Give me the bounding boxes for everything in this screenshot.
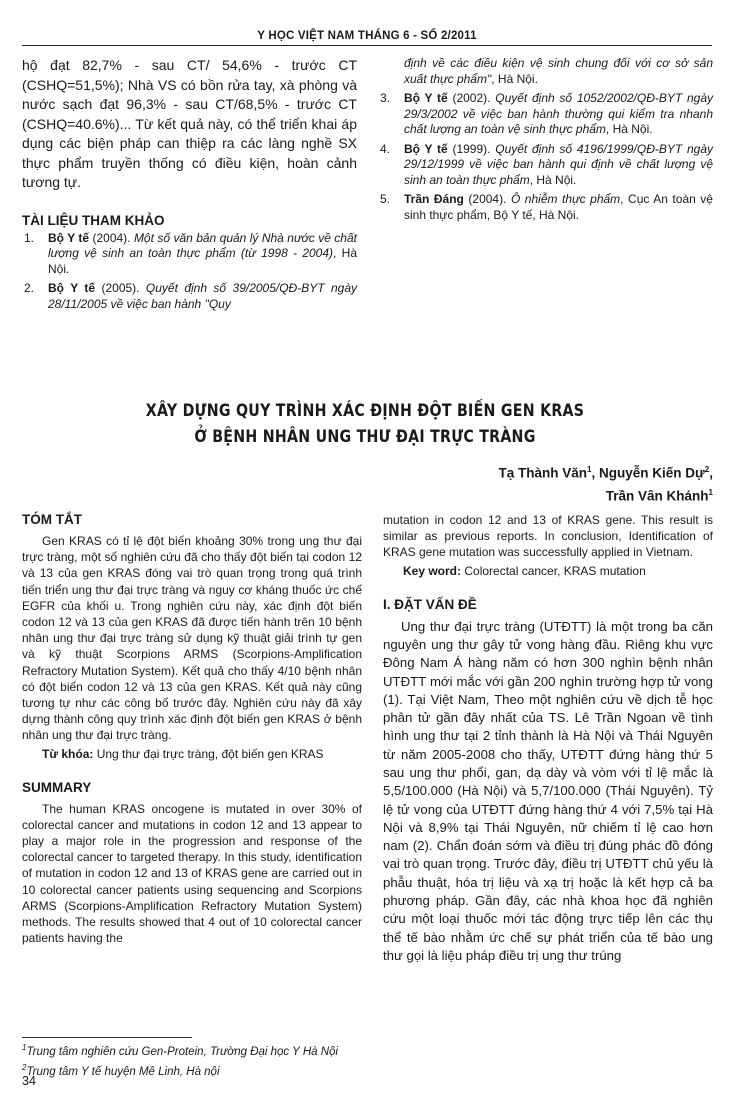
reference-item [22, 231, 357, 278]
reference-number: 2. [24, 281, 35, 295]
intro-heading: I. ĐẶT VẤN ĐỀ [383, 596, 477, 612]
reference-number: 4. [380, 141, 391, 156]
reference-title: Ô nhiễm thực phẩm [510, 192, 621, 206]
reference-item-continued [378, 56, 713, 87]
reference-author: Bộ Y tế [404, 141, 448, 156]
tomtat-text: Gen KRAS có tỉ lệ đột biến khoảng 30% trong ung thư đại trực tràng, một số nghiên cứu đã cho thấy đột biến tại codon 12 và 13 của gen KRAS đóng vai trò quan trọng trong quá trình tiến triển ung thư đại trực tràng và nguy cơ kháng thuốc ức chế EGFR của khối u. Trong nghiên cứu này, xác định đột biến codon 12 và 13 của gen KRAS đã được tiến hành trên 10 bệnh nhân ung thư đại trực tràng sử dụng kỹ thuật giải trình tự gen và kỹ thuật Scorpions ARMS (Scorpions-Amplification Refractory Mutation System). Kết quả cho thấy 4/10 bệnh nhân có đột biến codon 12 và 13 của gen KRAS. Kết quả này cũng tương tự như các công bố trước đây. Nghiên cứu này đã xây dựng thành công quy trình xác định đột biến gen KRAS ở bệnh nhân ung thư đại trực tràng. [22, 534, 362, 743]
reference-author: Bộ Y tế [48, 230, 90, 245]
author-3-affiliation: 1 [708, 487, 713, 497]
references-list-left [22, 231, 357, 313]
reference-publisher: , Hà Nội. [605, 122, 653, 136]
reference-author: Bộ Y tế [404, 91, 448, 105]
author-2-affiliation: 2 [704, 465, 710, 474]
reference-title: Quyết định số 1052/2002/QĐ-BYT ngày 29/3/2002 về việc ban hành thường qui kiểm tra nhanh chất lượng an toàn vệ sinh thực phẩm [404, 91, 713, 136]
page-number: 34 [22, 1074, 36, 1088]
article-right-column [383, 512, 713, 965]
article-title [86, 398, 645, 450]
reference-number: 5. [380, 192, 391, 206]
reference-title: Quyết định số 39/2005/QĐ-BYT ngày 28/11/2005 về việc ban hành "Quy [48, 281, 357, 311]
prev-article-right-column [378, 56, 713, 227]
reference-publisher: , Hà Nội. [529, 172, 577, 187]
author-1-affiliation: 1 [587, 465, 592, 474]
author-separator: , [709, 465, 713, 481]
footnotes [22, 1040, 522, 1080]
footnote-1-marker: 1 [22, 1043, 27, 1052]
article-left-column [22, 512, 362, 946]
intro-text: Ung thư đại trực tràng (UTĐTT) là một trong ba căn nguyên ung thư gây tử vong hàng đầu. Riêng khu vực Đông Nam Á hàng năm có hơn 300 nghìn bệnh nhân UTĐTT mới mắc với gần 200 nghìn trường hợp tử vong (1). Tại Việt Nam, Theo một nghiên cứu về dịch tễ học phân tử gần đây nhất của TS. Lê Trần Ngoan về tình hình ung thư tại 2 tỉnh thành là Hà Nội và Thái Nguyên từ năm 2005-2008 cho thấy, UTĐTT đứng hàng thứ 5 sau ung thư phổi, gan, dạ dày và vòm với tỉ lệ mắc là 5,5/100.000 (Hà Nội) và 5,7/100.000 (Thái Nguyên). Tỷ lệ tử vong của UTĐTT đứng hàng thứ 4 với 7,5% tại Hà Nội và 8,9% tại Thái Nguyên, nữ chiếm tỉ lệ cao hơn nam (2). Chẩn đoán sớm và điều trị đúng phác đồ đóng vai trò quan trọng. Trước đây, điều trị UTĐTT chủ yếu là phẫu thuật, hóa trị liệu và xạ trị hoặc là kết hợp cả ba phương pháp. Gần đây, các nhà khoa học đã nghiên cứu một loại thuốc mới tác động trực tiếp lên các thụ thể tế bào nhằm ức chế sự phát triển của tế bào ung thư gọi là liệu pháp điều trị ung thư trúng [383, 618, 713, 963]
author-1: Tạ Thành Văn [498, 465, 588, 481]
reference-publisher: , Hà Nội. [48, 246, 357, 276]
reference-item [378, 192, 713, 223]
reference-item [22, 281, 357, 312]
reference-item [378, 91, 713, 138]
reference-author: Trần Đáng [404, 192, 464, 206]
prev-article-conclusion: hộ đạt 82,7% - sau CT/ 54,6% - trước CT (CSHQ=51,5%); Nhà VS có bồn rửa tay, xà phòng và nước sạch đạt 96,3% - sau CT/68,5% - trước CT (CSHQ=40.6%)... Từ kết quả này, có thể triển khai áp dụng các biện pháp can thiệp ra các làng nghề SX thực phẩm truyền thống có điều kiện, hoàn cảnh tương tự. [22, 57, 357, 190]
tukhoa-line [22, 746, 362, 762]
author-3: Trần Vân Khánh [605, 488, 709, 503]
reference-item [378, 142, 713, 189]
prev-article-left-column [22, 56, 357, 316]
reference-year: (2005). [95, 281, 146, 295]
footnote-divider [22, 1037, 192, 1038]
summary-text-continued: mutation in codon 12 and 13 of KRAS gene. This result is similar as previous reports. In conclusion, Identification of KRAS gene mutation was successfully applied in Vietnam. [383, 513, 713, 560]
article-title-line-1: XÂY DỰNG QUY TRÌNH XÁC ĐỊNH ĐỘT BIẾN GEN KRAS [145, 401, 585, 420]
reference-publisher: , Hà Nội. [491, 71, 538, 86]
footnote-2-marker: 2 [22, 1062, 27, 1072]
tukhoa-label: Từ khóa: [42, 746, 94, 761]
reference-year: (2004). [89, 230, 134, 245]
reference-title: Một số văn bản quản lý Nhà nước về chất lượng vệ sinh an toàn thực phẩm (từ 1998 - 2004) [48, 230, 357, 260]
footnote-2: Trung tâm Y tế huyện Mê Linh, Hà nội [26, 1065, 220, 1078]
reference-number: 1. [24, 230, 35, 245]
footnote-1: Trung tâm nghiên cứu Gen-Protein, Trường Đại học Y Hà Nội [26, 1045, 338, 1058]
author-2: , Nguyễn Kiến Dự [591, 465, 705, 481]
tomtat-heading: TÓM TẮT [22, 512, 82, 527]
references-title: TÀI LIỆU THAM KHẢO [22, 212, 165, 228]
references-list-right [378, 56, 713, 223]
reference-number: 3. [380, 91, 391, 105]
reference-year: (1999). [447, 141, 496, 156]
reference-year: (2004). [463, 192, 511, 206]
reference-publisher: , Cục An toàn vệ sinh thực phẩm, Bộ Y tế, Hà Nội. [404, 192, 713, 222]
summary-text: The human KRAS oncogene is mutated in over 30% of colorectal cancer and mutations in codon 12 and 13 appear to play a major role in the progression and response of the colorectal cancer to targeted therapy. In this study, identification of mutation in codon 12 and 13 of KRAS gene are carried out in 10 colorectal cancer patients using sequencing and Scorpions ARMS (Scorpions-Amplification Refractory Mutation System) methods. The results showed that 4 out of 10 colorectal cancer patients having the [22, 801, 362, 946]
reference-title: Quyết định số 4196/1999/QĐ-BYT ngày 29/12/1999 về việc ban hành qui định về chất lượng vệ sinh an toàn thực phẩm [404, 141, 713, 187]
tukhoa-text: Ung thư đại trực tràng, đột biến gen KRAS [93, 746, 324, 761]
reference-year: (2002). [447, 91, 496, 105]
reference-author: Bộ Y tế [48, 281, 96, 295]
keyword-text: Colorectal cancer, KRAS mutation [461, 563, 646, 578]
summary-heading: SUMMARY [22, 779, 92, 795]
article-authors [373, 460, 713, 505]
keyword-label: Key word: [403, 563, 462, 578]
keyword-line [383, 563, 713, 579]
reference-title: định về các điều kiện vệ sinh chung đối với cơ sở sản xuất thực phẩm" [404, 56, 713, 86]
journal-header: Y HỌC VIỆT NAM THÁNG 6 - SỐ 2/2011 [22, 30, 712, 46]
article-title-line-2: Ở BỆNH NHÂN UNG THƯ ĐẠI TRỰC TRÀNG [194, 427, 536, 446]
